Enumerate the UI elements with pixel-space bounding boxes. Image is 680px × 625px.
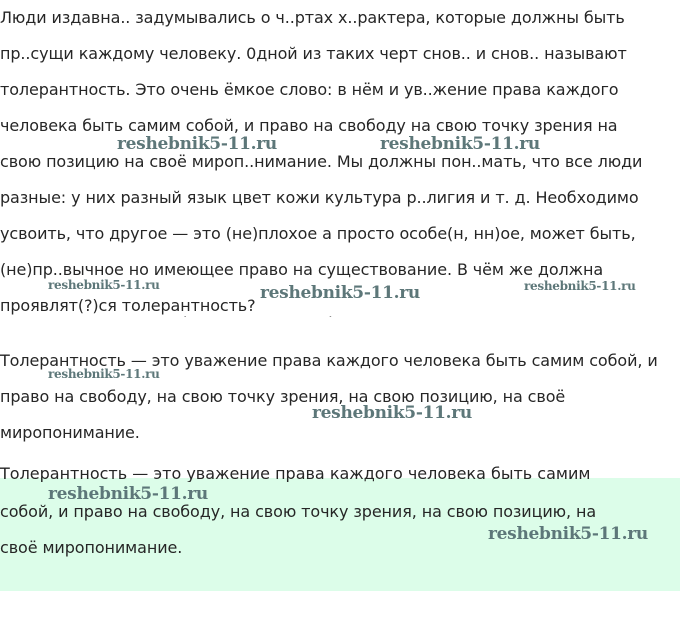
answer-line: право на свободу, на свою точку зрения, на свою позицию, на своё <box>0 387 566 406</box>
watermark: reshebnik5-11.ru <box>48 484 208 504</box>
task-line: усвоить, что другое — это (не)плохое а просто особе(н, нн)ое, может быть, <box>0 224 636 243</box>
watermark: reshebnik5-11.ru <box>488 524 648 544</box>
watermark: reshebnik5-11.ru <box>117 134 277 154</box>
watermark: reshebnik5-11.ru <box>48 278 160 292</box>
answer-paragraph <box>0 343 680 451</box>
answer-line: Толерантность — это уважение права каждого человека быть самим собой, и <box>0 351 658 370</box>
answer-line: миропонимание. <box>0 423 140 442</box>
watermark: reshebnik5-11.ru <box>260 283 420 303</box>
task-line: свою позицию на своё мироп..нимание. Мы должны пон..мать, что все люди <box>0 152 643 171</box>
highlighted-answer-clipped-text: Толерантность — это уважение права каждого человека быть самим <box>0 464 591 482</box>
task-line: пр..сущи каждому человеку. 0дной из таких черт снов.. и снов.. называют <box>0 44 627 63</box>
watermark: reshebnik5-11.ru <box>380 134 540 154</box>
clipped-line-text <box>0 316 520 330</box>
watermark: reshebnik5-11.ru <box>48 367 160 381</box>
task-line: (не)пр..вычное но имеющее право на существование. В чём же должна <box>0 260 604 279</box>
task-line: Люди издавна.. задумывались о ч..ртах х..рактера, которые должны быть <box>0 8 625 27</box>
task-line: разные: у них разный язык цвет кожи культура р..лигия и т. д. Необходимо <box>0 188 639 207</box>
task-line: человека быть самим собой, и право на свободу на свою точку зрения на <box>0 116 618 135</box>
highlighted-answer-line: собой, и право на свободу, на свою точку зрения, на свою позицию, на <box>0 502 597 521</box>
task-line: толерантность. Это очень ёмкое слово: в нём и ув..жение права каждого <box>0 80 619 99</box>
task-line: проявлят(?)ся толерантность? <box>0 296 256 315</box>
clipped-line <box>0 316 520 330</box>
watermark: reshebnik5-11.ru <box>524 279 636 293</box>
watermark: reshebnik5-11.ru <box>312 403 472 423</box>
highlighted-answer-line: своё миропонимание. <box>0 538 183 557</box>
highlighted-answer-clipped-line <box>0 456 680 482</box>
